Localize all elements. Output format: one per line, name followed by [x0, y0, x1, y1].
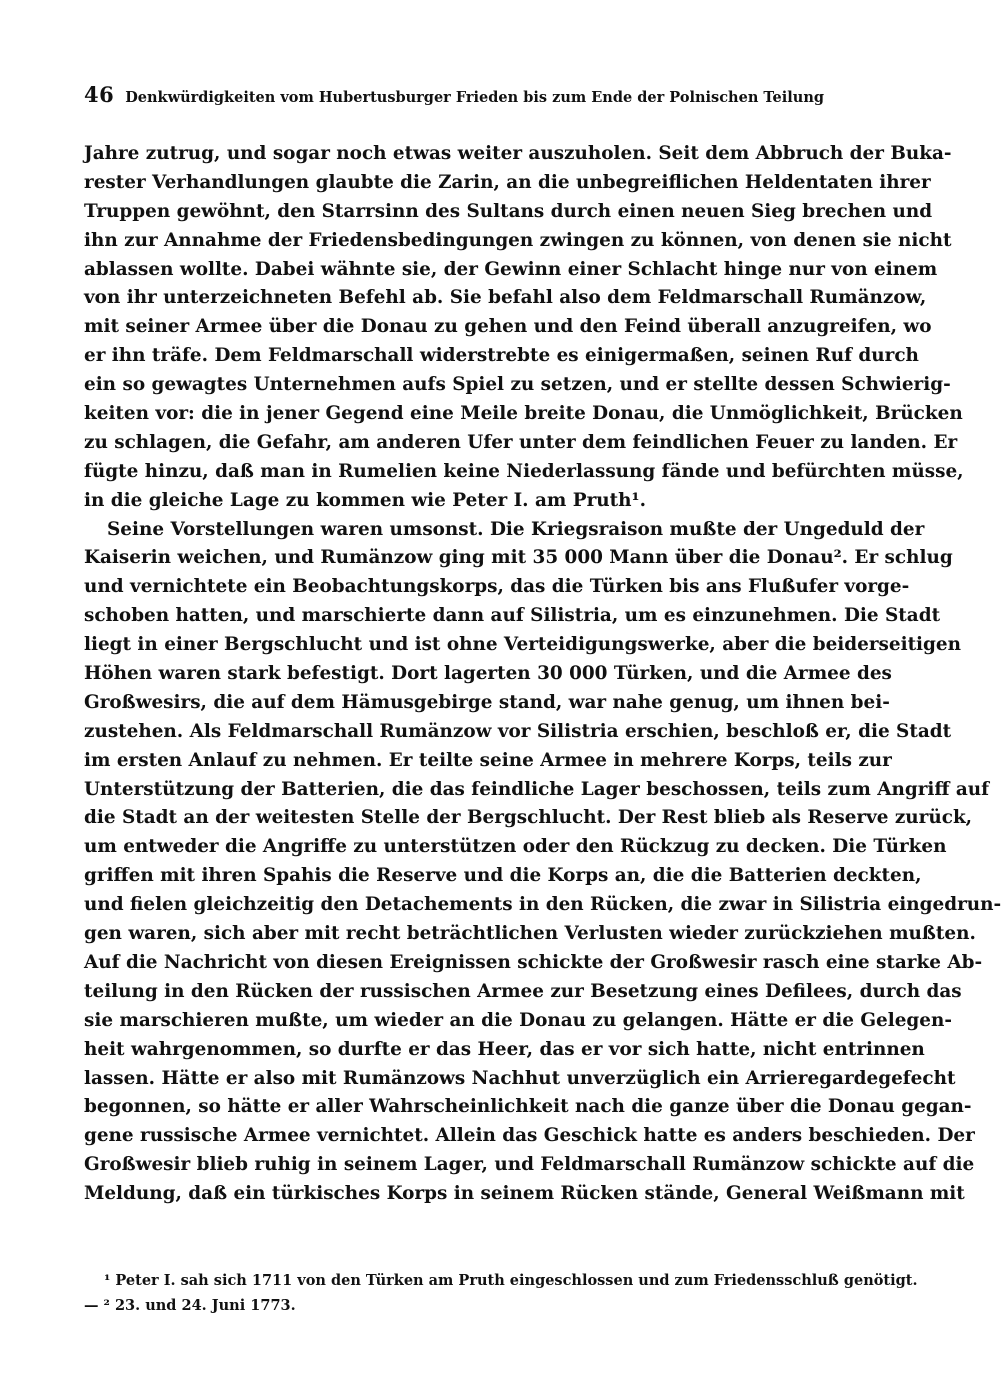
text-line: zu schlagen, die Gefahr, am anderen Ufer unter dem feindlichen Feuer zu landen. Er — [84, 431, 958, 453]
text-line: und fielen gleichzeitig den Detachements in den Rücken, die zwar in Silistria eingedrun- — [84, 894, 1001, 916]
text-line: schoben hatten, und marschierte dann auf Silistria, um es einzunehmen. Die Stadt — [84, 605, 941, 627]
footnote-2: — ² 23. und 24. Juni 1773. — [84, 1297, 296, 1314]
text-line: gene russische Armee vernichtet. Allein das Geschick hatte es anders beschieden. Der — [84, 1125, 975, 1147]
text-line: in die gleiche Lage zu kommen wie Peter I. am Pruth¹. — [84, 489, 646, 511]
text-line: rester Verhandlungen glaubte die Zarin, an die unbegreiflichen Heldentaten ihrer — [84, 171, 931, 193]
text-line: von ihr unterzeichneten Befehl ab. Sie befahl also dem Feldmarschall Rumänzow, — [84, 287, 927, 309]
text-line: Meldung, daß ein türkisches Korps in seinem Rücken stände, General Weißmann mit — [84, 1183, 965, 1205]
text-line: ihn zur Annahme der Friedensbedingungen zwingen zu können, von denen sie nicht — [84, 229, 952, 251]
running-head: Denkwürdigkeiten vom Hubertusburger Frieden bis zum Ende der Polnischen Teilung — [125, 89, 824, 106]
text-line: Unterstützung der Batterien, die das feindliche Lager beschossen, teils zum Angriff auf — [84, 778, 990, 800]
paragraph-1 — [84, 140, 964, 516]
text-line: ablassen wollte. Dabei wähnte sie, der Gewinn einer Schlacht hinge nur von einem — [84, 258, 938, 280]
text-line: und vernichtete ein Beobachtungskorps, das die Türken bis ans Flußufer vorge- — [84, 576, 910, 598]
text-line: um entweder die Angriffe zu unterstützen oder den Rückzug zu decken. Die Türken — [84, 836, 947, 858]
text-line: teilung in den Rücken der russischen Armee zur Besetzung eines Defilees, durch das — [84, 980, 962, 1002]
text-line: Auf die Nachricht von diesen Ereignissen schickte der Großwesir rasch eine starke Ab- — [84, 951, 983, 973]
page-number: 46 — [84, 82, 115, 107]
page-header — [84, 82, 824, 114]
text-line: Höhen waren stark befestigt. Dort lagerten 30 000 Türken, und die Armee des — [84, 663, 892, 685]
text-line: zustehen. Als Feldmarschall Rumänzow vor Silistria erschien, beschloß er, die Stadt — [84, 720, 952, 742]
text-line: die Stadt an der weitesten Stelle der Bergschlucht. Der Rest blieb als Reserve zurück, — [84, 807, 973, 829]
text-line: Seine Vorstellungen waren umsonst. Die Kriegsraison mußte der Ungeduld der — [107, 518, 925, 540]
paragraph-2 — [84, 516, 1001, 1209]
text-line: sie marschieren mußte, um wieder an die Donau zu gelangen. Hätte er die Gelegen- — [84, 1009, 952, 1031]
text-line: begonnen, so hätte er aller Wahrscheinlichkeit nach die ganze über die Donau gegan- — [84, 1096, 972, 1118]
text-line: keiten vor: die in jener Gegend eine Meile breite Donau, die Unmöglichkeit, Brücken — [84, 403, 963, 425]
text-line: liegt in einer Bergschlucht und ist ohne Verteidigungswerke, aber die beiderseitigen — [84, 634, 961, 656]
text-line: Truppen gewöhnt, den Starrsinn des Sultans durch einen neuen Sieg brechen und — [84, 200, 933, 222]
text-line: Großwesir blieb ruhig in seinem Lager, und Feldmarschall Rumänzow schickte auf die — [84, 1154, 975, 1176]
text-line: er ihn träfe. Dem Feldmarschall widerstrebte es einigermaßen, seinen Ruf durch — [84, 345, 919, 367]
text-line: lassen. Hätte er also mit Rumänzows Nachhut unverzüglich ein Arrieregardegefecht — [84, 1067, 956, 1089]
text-line: mit seiner Armee über die Donau zu gehen und den Feind überall anzugreifen, wo — [84, 316, 932, 338]
text-line: gen waren, sich aber mit recht beträchtlichen Verlusten wieder zurückziehen mußten. — [84, 923, 976, 945]
text-line: Jahre zutrug, und sogar noch etwas weiter auszuholen. Seit dem Abbruch der Buka- — [84, 143, 952, 164]
text-line: im ersten Anlauf zu nehmen. Er teilte seine Armee in mehrere Korps, teils zur — [84, 749, 892, 771]
body-text — [84, 140, 1001, 1209]
text-line: ein so gewagtes Unternehmen aufs Spiel zu setzen, und er stellte dessen Schwierig- — [84, 374, 951, 396]
text-line: Großwesirs, die auf dem Hämusgebirge stand, war nahe genug, um ihnen bei- — [84, 691, 890, 713]
text-line: griffen mit ihren Spahis die Reserve und die Korps an, die die Batterien deckten, — [84, 865, 922, 887]
footnotes — [84, 1268, 918, 1318]
footnote-1: ¹ Peter I. sah sich 1711 von den Türken am Pruth eingeschlossen und zum Friedensschluß genötigt. — [104, 1272, 918, 1289]
text-line: fügte hinzu, daß man in Rumelien keine Niederlassung fände und befürchten müsse, — [84, 460, 964, 482]
text-line: heit wahrgenommen, so durfte er das Heer, das er vor sich hatte, nicht entrinnen — [84, 1038, 925, 1060]
text-line: Kaiserin weichen, und Rumänzow ging mit 35 000 Mann über die Donau². Er schlug — [84, 547, 953, 569]
